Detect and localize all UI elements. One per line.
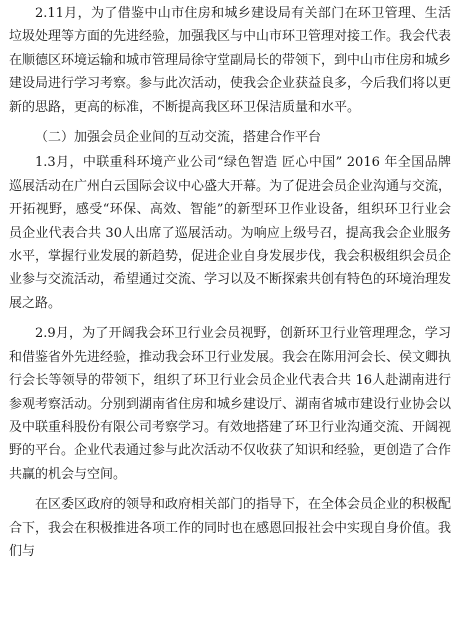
paragraph-hunan-study-tour: 2.9月，为了开阔我会环卫行业会员视野，创新环卫行业管理理念，学习和借鉴省外先进经验，推动我会环卫行业发展。我会在陈用河会长、侯文卿执行会长等领导的带领下，组织了环卫行业会员企业代表合共 16人赴湖南进行参观考察活动。分别到湖南省住房和城乡建设厅、湖南省城市建设行业协会以及中联重科股份有限公司考察学习。有效地搭建了环卫行业沟通交流、开阔视野的平台。企业代表通过参与此次活动不仅收获了知识和经验，更创造了合作共赢的机会与空间。: [9, 326, 452, 482]
section-heading-member-exchange: （二）加强会员企业间的互动交流，搭建合作平台: [35, 130, 322, 146]
paragraph-study-tour-zhongshan: 2.11月，为了借鉴中山市住房和城乡建设局有关部门在环卫管理、生活垃圾处理等方面的先进经验，加强我区与中山市环卫管理对接工作。我会代表在顺德区环境运输和城市管理局徐守堂副局长的带领下，到中山市住房和城乡建设局进行学习考察。参与此次活动，使我会企业获益良多，今后我们将以更新的思路，更高的标准，不断提高我区环卫保洁质量和水平。: [9, 6, 452, 115]
paragraph-zoomlion-exhibition: 1.3月，中联重科环境产业公司“绿色智造 匠心中国” 2016 年全国品牌巡展活动在广州白云国际会议中心盛大开幕。为了促进会员企业沟通与交流，开拓视野，感受“环保、高效、智能”的新型环卫作业设备，组织环卫行业会员企业代表合共 30人出席了巡展活动。为响应上级号召，提高我会企业服务水平，掌握行业发展的新趋势，促进企业自身发展步伐，我会积极组织会员企业参与交流活动，希望通过交流、学习以及不断探索共创有特色的环境治理发展之路。: [9, 155, 452, 311]
paragraph-social-contribution: 在区委区政府的领导和政府相关部门的指导下，在全体会员企业的积极配合下，我会在积极推进各项工作的同时也在感恩回报社会中实现自身价值。我们与: [9, 497, 452, 559]
